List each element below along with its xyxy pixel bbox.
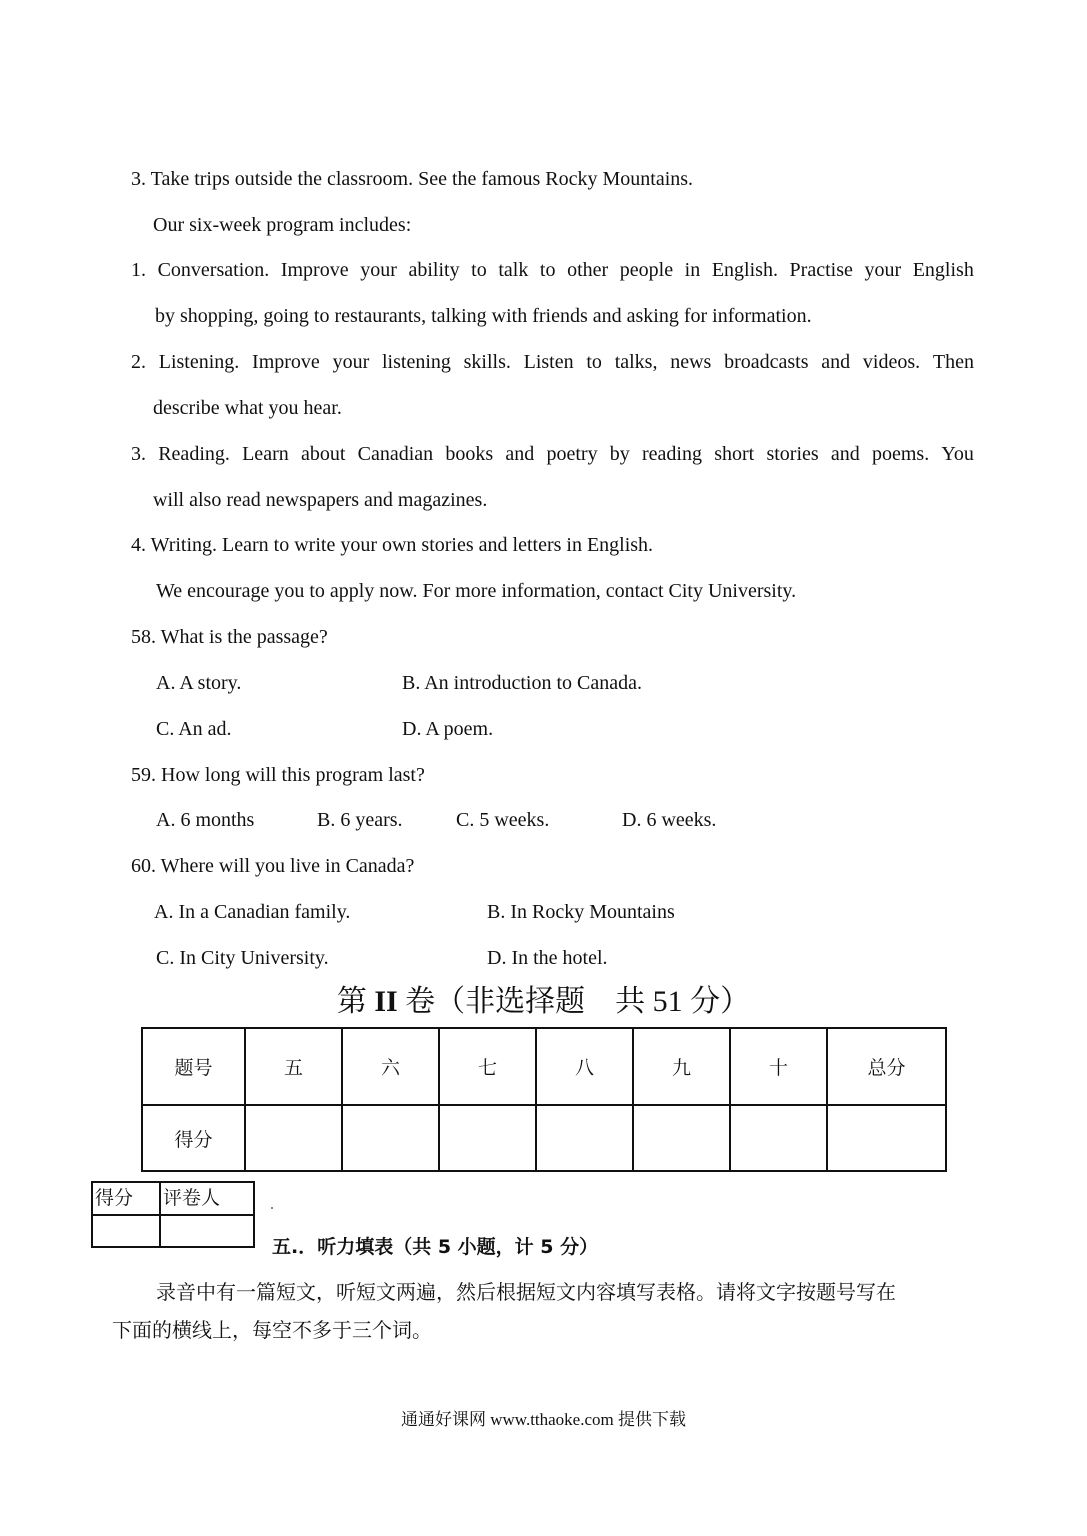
question-60-option-d: D. In the hotel. bbox=[487, 947, 608, 969]
word: videos. bbox=[862, 351, 921, 373]
word: Canadian bbox=[357, 443, 434, 465]
word: Learn bbox=[242, 443, 289, 465]
score-header-cell: 总分 bbox=[827, 1028, 946, 1105]
question-59-option-a: A. 6 months bbox=[156, 809, 255, 831]
word: about bbox=[300, 443, 346, 465]
score-blank-cell bbox=[439, 1105, 536, 1171]
question-60-option-b: B. In Rocky Mountains bbox=[487, 901, 675, 923]
program-item-4: 4. Writing. Learn to write your own stories and letters in English. bbox=[131, 534, 654, 556]
word: reading bbox=[642, 443, 702, 465]
score-header-cell: 六 bbox=[342, 1028, 439, 1105]
question-59-option-c: C. 5 weeks. bbox=[456, 809, 550, 831]
score-header-cell: 题号 bbox=[142, 1028, 245, 1105]
score-blank-cell bbox=[536, 1105, 633, 1171]
word: Listen bbox=[523, 351, 574, 373]
word: talks, bbox=[614, 351, 658, 373]
footer-suffix: 提供下载 bbox=[618, 1410, 687, 1430]
word: and bbox=[830, 443, 860, 465]
word: Improve bbox=[280, 259, 349, 281]
footer-site-name: 通通好课网 bbox=[400, 1410, 486, 1430]
part-5-heading: 五.．听力填表（共 5 小题，计 5 分） bbox=[272, 1236, 599, 1258]
question-58-option-a: A. A story. bbox=[156, 672, 242, 694]
footer-url: www.tthaoke.com bbox=[490, 1410, 614, 1429]
word: news bbox=[670, 351, 712, 373]
word: ability bbox=[408, 259, 460, 281]
word: Reading. bbox=[158, 443, 230, 465]
word: stories bbox=[766, 443, 819, 465]
section-title-post: 卷（非选择题 共 51 分） bbox=[405, 985, 751, 1018]
word: your bbox=[332, 351, 370, 373]
grader-blank-row bbox=[92, 1215, 254, 1247]
word: to bbox=[586, 351, 602, 373]
word: poems. bbox=[871, 443, 930, 465]
question-60-option-a: A. In a Canadian family. bbox=[154, 901, 351, 923]
score-blank-cell bbox=[633, 1105, 730, 1171]
word: You bbox=[941, 443, 974, 465]
word: books bbox=[445, 443, 494, 465]
score-header-cell: 八 bbox=[536, 1028, 633, 1105]
word: poetry bbox=[546, 443, 598, 465]
word: to bbox=[471, 259, 487, 281]
question-59-option-b: B. 6 years. bbox=[317, 809, 403, 831]
word: by bbox=[609, 443, 630, 465]
score-blank-cell bbox=[342, 1105, 439, 1171]
part-5-instruction-line-1: 录音中有一篇短文，听短文两遍，然后根据短文内容填写表格。请将文字按题号写在 bbox=[156, 1280, 896, 1304]
score-blank-cell bbox=[827, 1105, 946, 1171]
program-intro: Our six-week program includes: bbox=[153, 214, 412, 236]
word: Improve bbox=[252, 351, 320, 373]
score-blank-cell bbox=[730, 1105, 827, 1171]
word: Then bbox=[932, 351, 974, 373]
section-ii-title bbox=[0, 984, 1087, 1020]
word: 1. bbox=[131, 259, 146, 281]
program-item-2-line-1 bbox=[131, 350, 974, 374]
question-58-option-c: C. An ad. bbox=[156, 718, 232, 740]
program-item-3-line-1 bbox=[131, 442, 974, 466]
score-header-cell: 九 bbox=[633, 1028, 730, 1105]
word: people bbox=[619, 259, 674, 281]
grader-blank-cell bbox=[160, 1215, 254, 1247]
section-title-pre: 第 bbox=[336, 985, 367, 1018]
grader-table bbox=[91, 1181, 255, 1248]
program-item-1-line-2: by shopping, going to restaurants, talking with friends and asking for information. bbox=[155, 305, 812, 327]
word: short bbox=[714, 443, 755, 465]
question-58-stem: 58. What is the passage? bbox=[131, 626, 328, 648]
word: listening bbox=[381, 351, 451, 373]
word: and bbox=[505, 443, 535, 465]
program-item-2-line-2: describe what you hear. bbox=[153, 397, 342, 419]
word: English. bbox=[711, 259, 778, 281]
question-60-option-c: C. In City University. bbox=[156, 947, 329, 969]
score-header-cell: 十 bbox=[730, 1028, 827, 1105]
question-59-stem: 59. How long will this program last? bbox=[131, 764, 425, 786]
program-item-3-line-2: will also read newspapers and magazines. bbox=[153, 489, 488, 511]
part-5-instruction-line-2: 下面的横线上，每空不多于三个词。 bbox=[112, 1318, 432, 1342]
page-footer bbox=[0, 1409, 1087, 1431]
word: to bbox=[539, 259, 556, 281]
question-58-option-d: D. A poem. bbox=[402, 718, 494, 740]
word: skills. bbox=[463, 351, 511, 373]
question-59-option-d: D. 6 weeks. bbox=[622, 809, 717, 831]
word: your bbox=[864, 259, 902, 281]
score-table-header-row bbox=[142, 1028, 946, 1105]
word: talk bbox=[498, 259, 529, 281]
score-table bbox=[141, 1027, 947, 1172]
passage-item-3-trips: 3. Take trips outside the classroom. See the famous Rocky Mountains. bbox=[131, 168, 694, 190]
score-row-label: 得分 bbox=[142, 1105, 245, 1171]
stray-mark bbox=[271, 1207, 273, 1209]
word: broadcasts bbox=[724, 351, 809, 373]
word: English bbox=[912, 259, 974, 281]
score-header-cell: 七 bbox=[439, 1028, 536, 1105]
score-blank-cell bbox=[245, 1105, 342, 1171]
question-60-stem: 60. Where will you live in Canada? bbox=[131, 855, 415, 877]
question-58-option-b: B. An introduction to Canada. bbox=[402, 672, 642, 694]
grader-blank-cell bbox=[92, 1215, 160, 1247]
grader-reviewer-label: 评卷人 bbox=[160, 1182, 254, 1215]
word: 2. bbox=[131, 351, 146, 373]
word: your bbox=[360, 259, 397, 281]
score-table-score-row bbox=[142, 1105, 946, 1171]
grader-score-label: 得分 bbox=[92, 1182, 160, 1215]
section-title-roman: II bbox=[374, 985, 398, 1018]
program-item-1-line-1 bbox=[131, 258, 974, 282]
word: in bbox=[684, 259, 701, 281]
word: and bbox=[821, 351, 851, 373]
word: Practise bbox=[789, 259, 853, 281]
closing-sentence: We encourage you to apply now. For more information, contact City University. bbox=[156, 580, 797, 602]
word: other bbox=[567, 259, 609, 281]
grader-header-row bbox=[92, 1182, 254, 1215]
word: Conversation. bbox=[157, 259, 270, 281]
word: 3. bbox=[131, 443, 146, 465]
score-header-cell: 五 bbox=[245, 1028, 342, 1105]
word: Listening. bbox=[158, 351, 240, 373]
